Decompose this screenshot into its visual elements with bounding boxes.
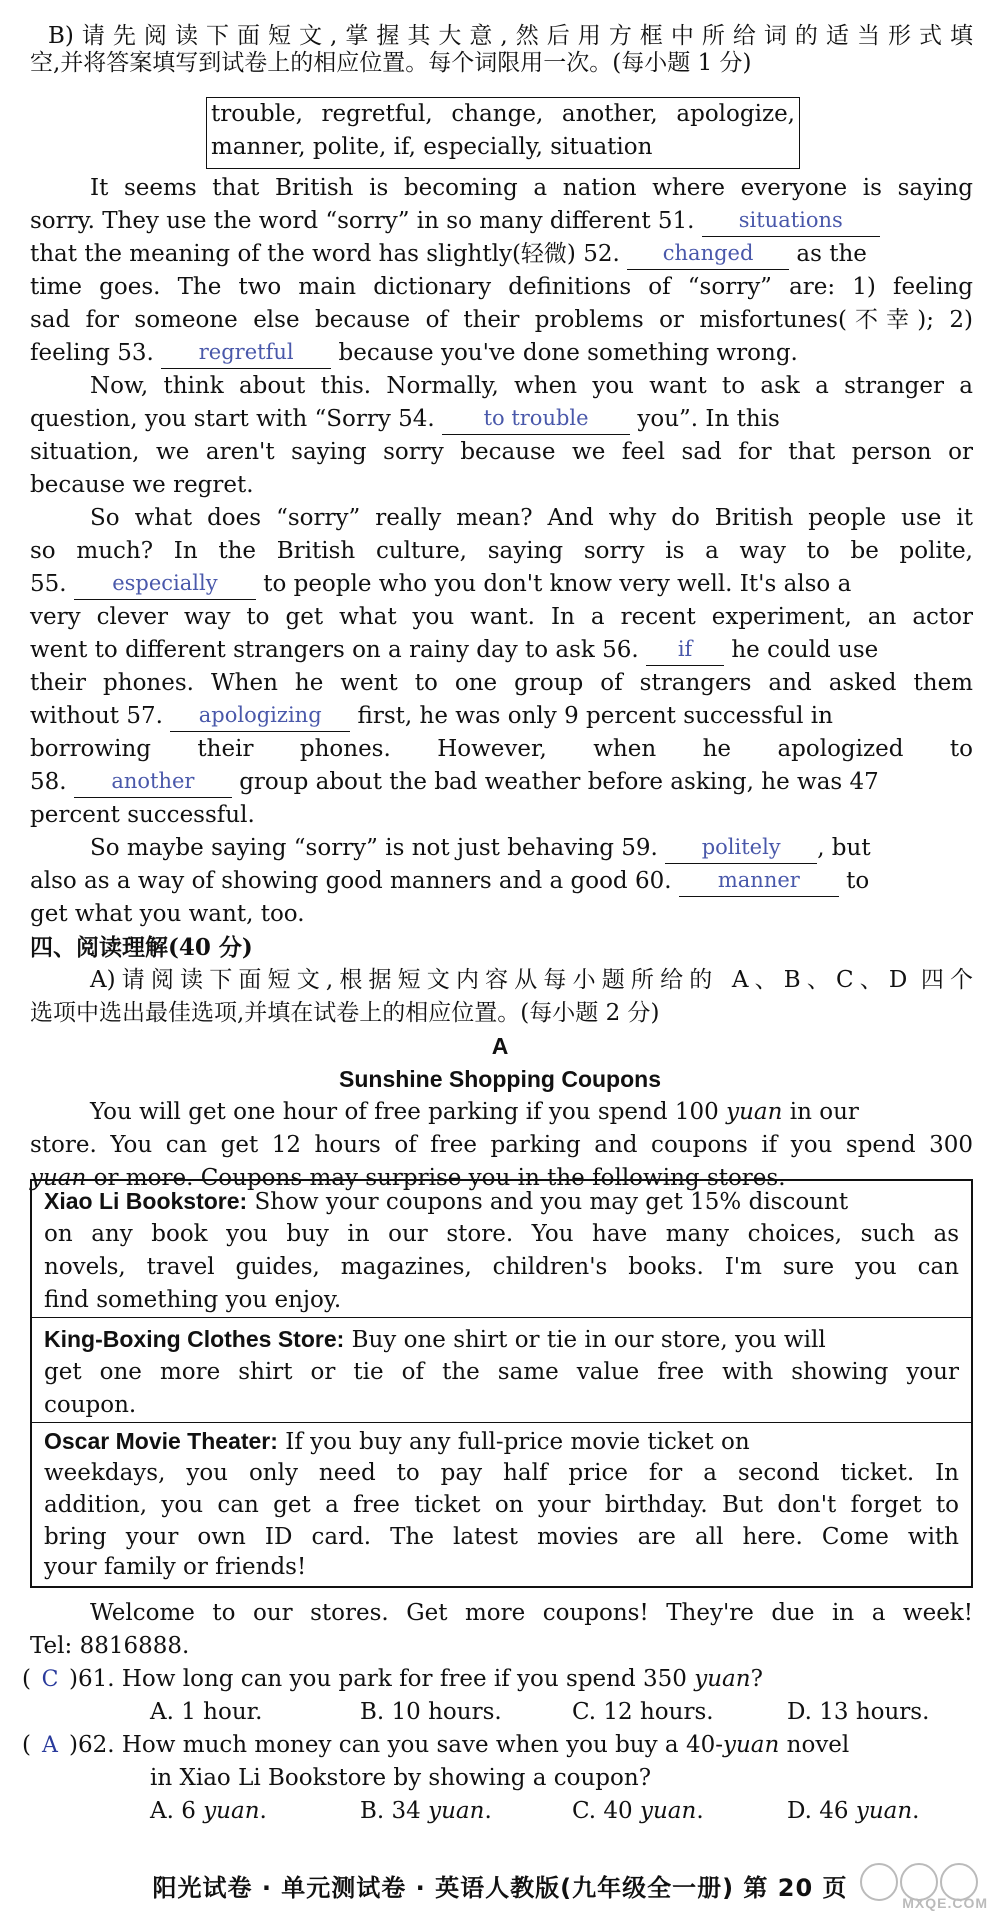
coupon-line: [44, 1185, 959, 1219]
text-span: you”. In this: [630, 406, 780, 432]
text-span: Buy one shirt or tie in our store, you will: [344, 1327, 826, 1353]
passage-b-line: [30, 205, 973, 238]
word-box: [206, 97, 800, 169]
watermark: [842, 1863, 992, 1911]
text-span: yuan: [428, 1798, 485, 1824]
text-span: 55.: [30, 571, 74, 597]
option-61d: D. 13 hours.: [787, 1699, 930, 1725]
text-span: So maybe saying “sorry” is not just behaving 59.: [90, 835, 666, 861]
text-span: You will get one hour of free parking if you spend 100: [90, 1099, 727, 1125]
text-span: as the: [789, 241, 867, 267]
answer-59: politely: [701, 835, 781, 859]
answer-blank-58: [74, 771, 232, 798]
answer-blank-54: [442, 408, 630, 435]
answer-60: manner: [717, 868, 800, 892]
section-4-instruction-line1: A)请阅读下面短文,根据短文内容从每小题所给的 A、B、C、D 四个: [90, 967, 973, 993]
closing-line: Tel: 8816888.: [30, 1633, 190, 1659]
passage-b-line: their phones. When he went to one group of strangers and asked them: [30, 670, 973, 696]
text-span: feeling 53.: [30, 340, 162, 366]
coupon-line: find something you enjoy.: [44, 1287, 342, 1313]
section-b-instruction-line1: B)请先阅读下面短文,掌握其大意,然后用方框中所给词的适当形式填: [48, 23, 973, 49]
answer-57: apologizing: [198, 703, 322, 727]
text-span: C. 40: [572, 1798, 640, 1824]
text-span: D. 46: [787, 1798, 856, 1824]
question-62-line2: in Xiao Li Bookstore by showing a coupon?: [150, 1765, 652, 1791]
coupon-line: novels, travel guides, magazines, children's books. I'm sure you can: [44, 1254, 959, 1280]
coupon-line: get one more shirt or tie of the same value free with showing your: [44, 1359, 959, 1385]
passage-b-line: sad for someone else because of their problems or misfortunes(不幸); 2): [30, 307, 973, 333]
answer-52: changed: [662, 241, 754, 265]
text-span: B. 34: [360, 1798, 429, 1824]
text-span: 61. How long can you park for free if you spend 350: [77, 1666, 695, 1692]
text-span: he could use: [724, 637, 879, 663]
text-span: yuan: [726, 1099, 783, 1125]
answer-55: especially: [112, 571, 218, 595]
option-61b: B. 10 hours.: [360, 1699, 502, 1725]
text-span: group about the bad weather before asking, he was 47: [231, 769, 879, 795]
answer-56: if: [677, 637, 693, 661]
store-name: King-Boxing Clothes Store:: [44, 1326, 345, 1352]
coupon-line: coupon.: [44, 1392, 137, 1418]
answer-54: to trouble: [483, 406, 589, 430]
text-span: that the meaning of the word has slightly(轻微) 52.: [30, 241, 628, 267]
option-62d: D. 46 yuan.: [787, 1798, 920, 1824]
question-61: ( C )61. How long can you park for free if you spend 350 yuan?: [22, 1663, 763, 1696]
text-span: A. 6: [150, 1798, 204, 1824]
text-span: yuan: [694, 1666, 751, 1692]
answer-58: another: [111, 769, 195, 793]
option-61a: A. 1 hour.: [150, 1699, 263, 1725]
answer-62: A: [42, 1733, 58, 1758]
circle-icon: [860, 1863, 898, 1901]
text-span: yuan: [855, 1798, 913, 1824]
answer-53: regretful: [198, 340, 294, 364]
coupon-line: weekdays, you only need to pay half price for a second ticket. In: [44, 1460, 959, 1486]
text-span: yuan: [723, 1732, 780, 1758]
passage-b-line: get what you want, too.: [30, 901, 305, 927]
answer-blank-52: [627, 243, 789, 270]
footer-text: 阳光试卷 · 单元测试卷 · 英语人教版(九年级全一册) 第 20 页: [152, 1874, 848, 1902]
text-span: because you've done something wrong.: [331, 340, 798, 366]
text-span: first, he was only 9 percent successful in: [350, 703, 833, 729]
passage-b-line: percent successful.: [30, 802, 255, 828]
answer-blank-56: [646, 639, 724, 666]
text-span: , but: [817, 835, 871, 861]
passage-a-line: store. You can get 12 hours of free parking and coupons if you spend 300: [30, 1132, 973, 1158]
question-62: ( A )62. How much money can you save when you buy a 40-yuan novel: [22, 1729, 973, 1762]
passage-letter: A: [491, 1033, 509, 1059]
passage-b-line: [30, 238, 973, 271]
passage-title: Sunshine Shopping Coupons: [339, 1066, 661, 1092]
coupon-line: addition, you can get a free ticket on your birthday. But don't forget to: [44, 1492, 959, 1518]
answer-blank-53: [161, 342, 331, 369]
text-span: to people who you don't know very well. It's also a: [255, 571, 852, 597]
text-span: question, you start with “Sorry 54.: [30, 406, 443, 432]
answer-blank-57: [170, 705, 350, 732]
text-span: yuan: [639, 1798, 697, 1824]
passage-b-line: [30, 766, 973, 799]
coupon-line: bring your own ID card. The latest movies are all here. Come with: [44, 1524, 959, 1550]
passage-b-line: so much? In the British culture, saying sorry is a way to be polite,: [30, 538, 973, 564]
text-span: went to different strangers on a rainy day to ask 56.: [30, 637, 647, 663]
text-span: ?: [750, 1666, 763, 1692]
section-b-instruction-line2: 空,并将答案填写到试卷上的相应位置。每个词限用一次。(每小题 1 分): [30, 50, 752, 76]
word-box-line1: trouble, regretful, change, another, apologize,: [211, 101, 795, 127]
passage-b-line: [30, 865, 973, 898]
passage-b-line: situation, we aren't saying sorry because we feel sad for that person or: [30, 439, 973, 465]
text-span: yuan: [30, 1165, 87, 1191]
passage-b-line: So what does “sorry” really mean? And why do British people use it: [90, 505, 973, 531]
answer-51: situations: [738, 208, 843, 232]
text-span: If you buy any full-price movie ticket on: [277, 1429, 750, 1455]
passage-b-line: very clever way to get what you want. In a recent experiment, an actor: [30, 604, 973, 630]
text-span: to: [838, 868, 870, 894]
answer-61: C: [41, 1667, 59, 1692]
text-span: Show your coupons and you may get 15% discount: [247, 1189, 849, 1215]
text-span: in our: [782, 1099, 859, 1125]
option-62c: C. 40 yuan.: [572, 1798, 704, 1824]
answer-blank-55: [74, 573, 256, 600]
text-span: also as a way of showing good manners and a good 60.: [30, 868, 679, 894]
text-span: without 57.: [30, 703, 171, 729]
passage-b-line: [30, 403, 973, 436]
passage-a-line: [90, 1096, 973, 1129]
option-61c: C. 12 hours.: [572, 1699, 714, 1725]
text-span: 62. How much money can you save when you buy a 40-: [77, 1732, 723, 1758]
passage-b-line: [30, 700, 973, 733]
passage-b-line: time goes. The two main dictionary definitions of “sorry” are: 1) feeling: [30, 274, 973, 300]
text-span: 58.: [30, 769, 74, 795]
option-62b: B. 34 yuan.: [360, 1798, 492, 1824]
passage-b-line: [90, 832, 973, 865]
passage-b-line: borrowing their phones. However, when he apologized to: [30, 736, 973, 762]
passage-b-line: Now, think about this. Normally, when you want to ask a stranger a: [90, 373, 973, 399]
answer-blank-60: [679, 870, 839, 897]
divider: [32, 1422, 971, 1423]
section-4-instruction-line2: 选项中选出最佳选项,并填在试卷上的相应位置。(每小题 2 分): [30, 1000, 660, 1026]
coupon-box: [30, 1179, 973, 1588]
section-4-heading: 四、阅读理解(40 分): [30, 934, 253, 961]
coupon-line: [44, 1425, 959, 1459]
word-box-line2: manner, polite, if, especially, situation: [211, 134, 653, 160]
store-name: Xiao Li Bookstore:: [44, 1188, 248, 1214]
closing-line: Welcome to our stores. Get more coupons! They're due in a week!: [90, 1600, 973, 1626]
coupon-line: your family or friends!: [44, 1554, 307, 1580]
text-span: yuan: [203, 1798, 260, 1824]
passage-b-line: [30, 634, 973, 667]
store-name: Oscar Movie Theater:: [44, 1428, 278, 1454]
coupon-line: [44, 1323, 959, 1357]
text-span: novel: [779, 1732, 850, 1758]
passage-b-line: [30, 337, 798, 370]
option-62a: A. 6 yuan.: [150, 1798, 267, 1824]
watermark-text: MXQE.COM: [902, 1895, 988, 1911]
answer-blank-51: [702, 210, 880, 237]
passage-b-line: because we regret.: [30, 472, 254, 498]
coupon-line: on any book you buy in our store. You have many choices, such as: [44, 1221, 959, 1247]
divider: [32, 1317, 971, 1318]
text-span: or more. Coupons may surprise you in the following stores.: [86, 1165, 786, 1191]
answer-blank-59: [665, 837, 817, 864]
passage-b-line: It seems that British is becoming a nation where everyone is saying: [90, 175, 973, 201]
passage-b-line: [30, 568, 973, 601]
text-span: sorry. They use the word “sorry” in so many different 51.: [30, 208, 702, 234]
